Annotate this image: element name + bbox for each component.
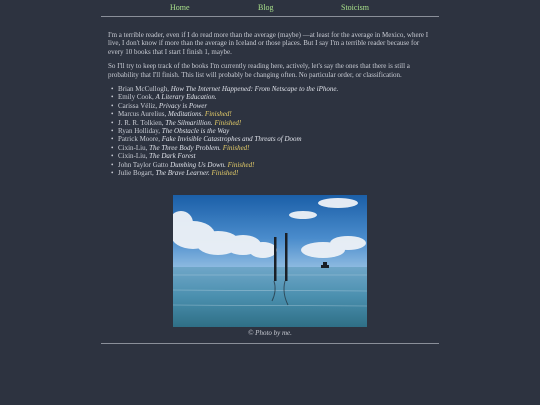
finished-badge: Finished! [209,169,239,178]
book-author: Brian McCullogh, [118,85,171,94]
book-list-item [118,144,432,152]
book-list-item [118,110,432,118]
bottom-divider [101,343,439,344]
book-list-item [118,119,432,127]
book-title: How The Internet Happened: From Netscape to the iPhone. [170,85,339,94]
nav-stoicism-link[interactable]: Stoicism [341,3,370,12]
sea-photo [173,195,367,327]
book-title: Privacy is Power [158,101,208,110]
photo-caption: © Photo by me. [248,329,292,337]
book-list-item [118,169,432,177]
book-list-item [118,127,432,135]
book-list-item [118,161,432,169]
book-title: Dumbing Us Down. [170,160,226,169]
book-author: Cixin-Liu, [118,152,150,161]
book-author: Marcus Aurelius, [118,110,168,119]
book-list-item [118,102,432,110]
tracking-paragraph: So I'll try to keep track of the books I'm currently reading here, actively, let's say the ones that there is still a probability that I'll finish. This list will probably be changing often. No particular order, or classification. [108,62,410,79]
book-author: Carissa Véliz, [118,101,159,110]
intro-paragraph: I'm a terrible reader, even if I do read more than the average (maybe) —at least for the average in Mexico, where I live, I don't know if more than the average in Iceland or those places. But I say I'm a terrible reader because for every 10 books that I start I finish 1, maybe. [108,31,429,56]
book-author: Julie Bogart, [118,169,156,178]
book-title: The Dark Forest [149,152,196,161]
book-title: The Three Body Problem. [149,143,221,152]
book-list-item [118,93,432,101]
book-list [108,85,432,177]
finished-badge: Finished! [212,118,242,127]
top-nav [101,0,439,17]
book-list-item [118,85,432,93]
sea-photo-illustration [173,195,367,327]
book-list-item [118,152,432,160]
book-author: John Taylor Gatto [118,160,171,169]
book-author: Cixin-Liu, [118,143,150,152]
nav-blog-link[interactable]: Blog [258,3,274,12]
book-title: Meditations. [167,110,204,119]
book-title: The Brave Learner. [155,169,210,178]
finished-badge: Finished! [220,143,250,152]
nav-home-link[interactable]: Home [170,3,190,12]
book-title: The Obstacle is the Way [161,127,230,136]
book-author: J. R. R. Tolkien, [118,118,166,127]
book-title: A Literary Education. [155,93,217,102]
book-title: The Silmarillion. [165,118,213,127]
book-list-item [118,135,432,143]
book-title: Fake Invisible Catastrophes and Threats of Doom [161,135,302,144]
finished-badge: Finished! [203,110,232,119]
book-author: Patrick Moore, [118,135,162,144]
book-author: Ryan Holliday, [118,127,162,136]
main-content [108,31,432,178]
finished-badge: Finished! [225,160,255,169]
book-author: Emily Cook, [118,93,156,102]
